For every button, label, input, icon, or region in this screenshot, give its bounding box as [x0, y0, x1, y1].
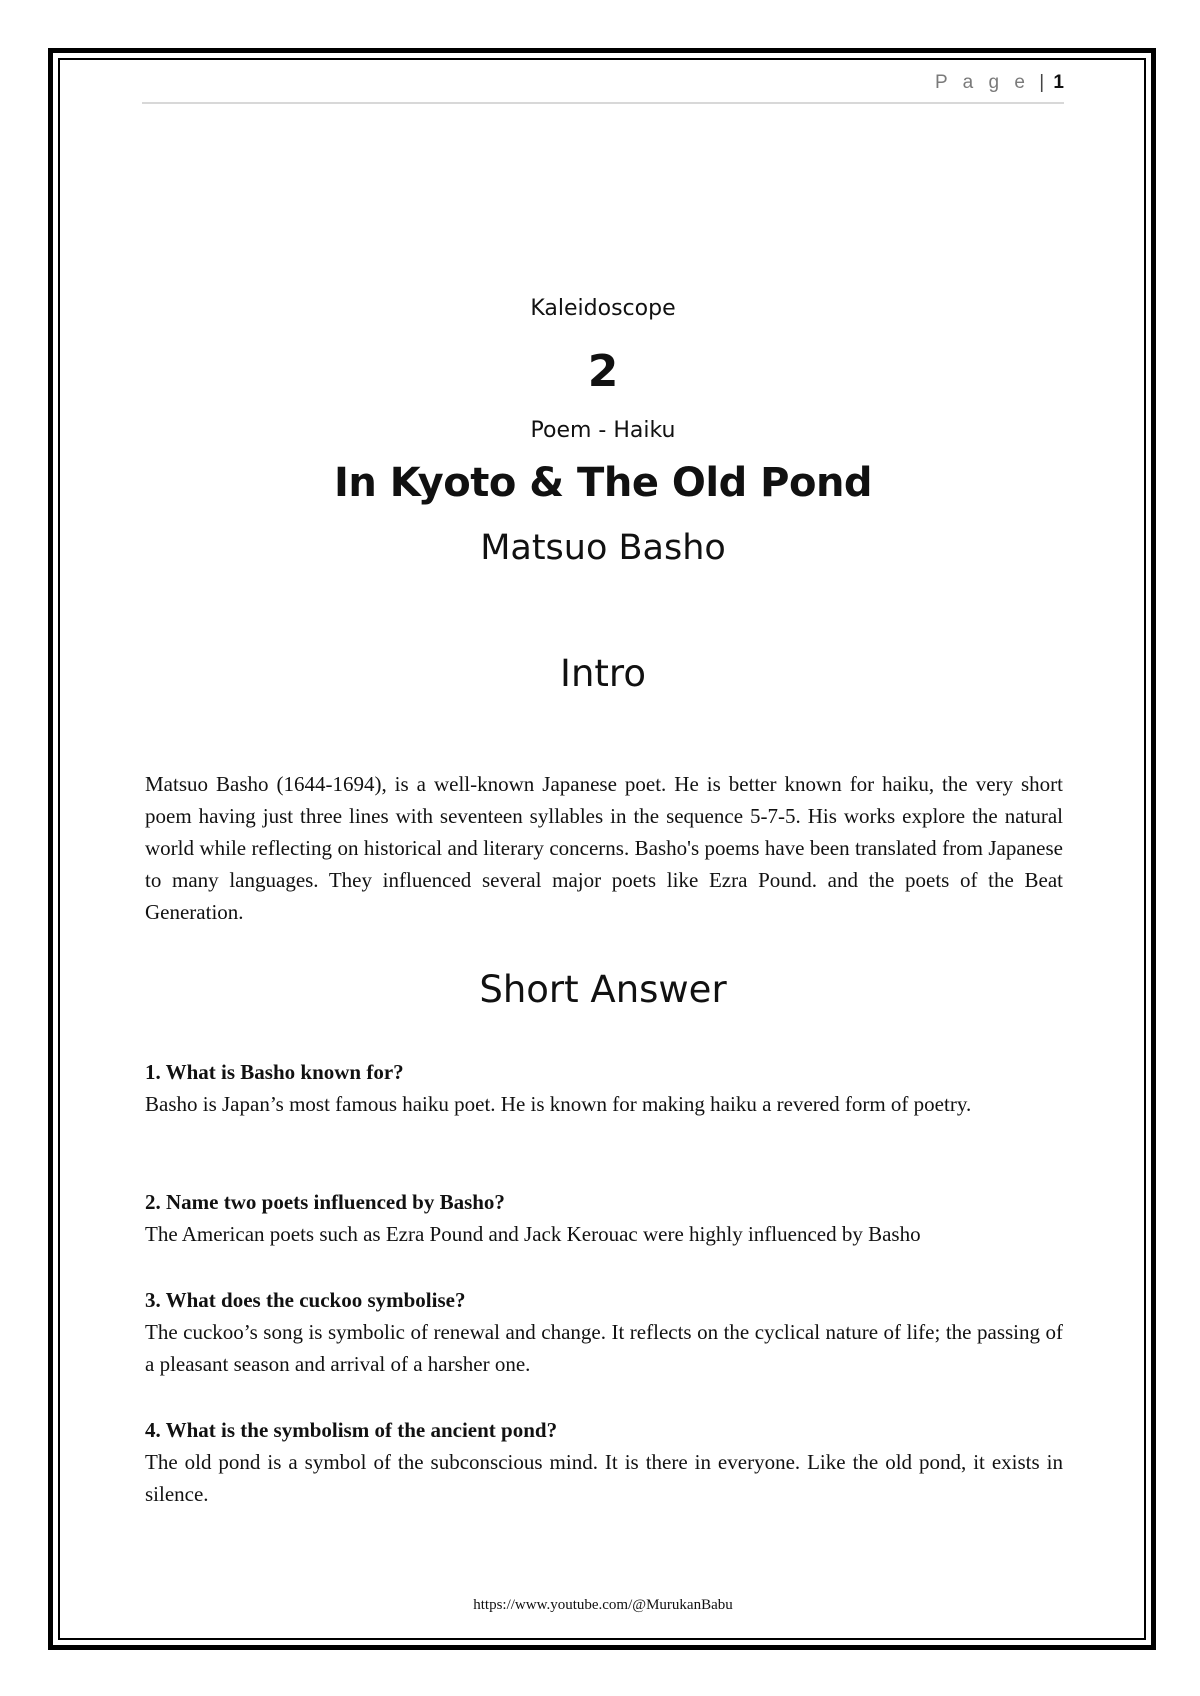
question: 1. What is Basho known for?: [145, 1060, 404, 1084]
author-name: Matsuo Basho: [480, 528, 726, 568]
short-answer-heading: Short Answer: [479, 968, 727, 1011]
subject-title: Kaleidoscope: [530, 296, 676, 321]
answer: The old pond is a symbol of the subconscious mind. It is there in everyone. Like the old pond, it exists in silence.: [145, 1450, 1063, 1506]
qa-item: [145, 1056, 1063, 1120]
answer: The American poets such as Ezra Pound and Jack Kerouac were highly influenced by Basho: [145, 1222, 921, 1246]
footer-url[interactable]: https://www.youtube.com/@MurukanBabu: [473, 1597, 733, 1613]
unit-number: 2: [587, 346, 619, 397]
qa-item: [145, 1186, 1063, 1250]
answer: The cuckoo’s song is symbolic of renewal and change. It reflects on the cyclical nature of life; the passing of a pleasant season and arrival of a harsher one.: [145, 1320, 1063, 1376]
page-label: P a g e: [935, 72, 1030, 93]
page-header: [142, 72, 1064, 104]
page-number: 1: [1053, 72, 1064, 93]
answer: Basho is Japan’s most famous haiku poet. He is known for making haiku a revered form of poetry.: [145, 1092, 972, 1116]
page-separator: |: [1039, 72, 1045, 93]
genre-label: Poem - Haiku: [530, 418, 676, 443]
question: 3. What does the cuckoo symbolise?: [145, 1288, 466, 1312]
intro-paragraph: Matsuo Basho (1644-1694), is a well-known Japanese poet. He is better known for haiku, the very short poem having just three lines with seventeen syllables in the sequence 5-7-5. His works explore the natural world while reflecting on historical and literary concerns. Basho's poems have been translated from Japanese to many languages. They influenced several major poets like Ezra Pound. and the poets of the Beat Generation.: [145, 772, 1063, 924]
intro-heading: Intro: [560, 652, 646, 695]
question: 4. What is the symbolism of the ancient pond?: [145, 1418, 558, 1442]
question: 2. Name two poets influenced by Basho?: [145, 1190, 505, 1214]
qa-item: [145, 1414, 1063, 1510]
qa-item: [145, 1284, 1063, 1380]
document-title: In Kyoto & The Old Pond: [333, 460, 873, 506]
